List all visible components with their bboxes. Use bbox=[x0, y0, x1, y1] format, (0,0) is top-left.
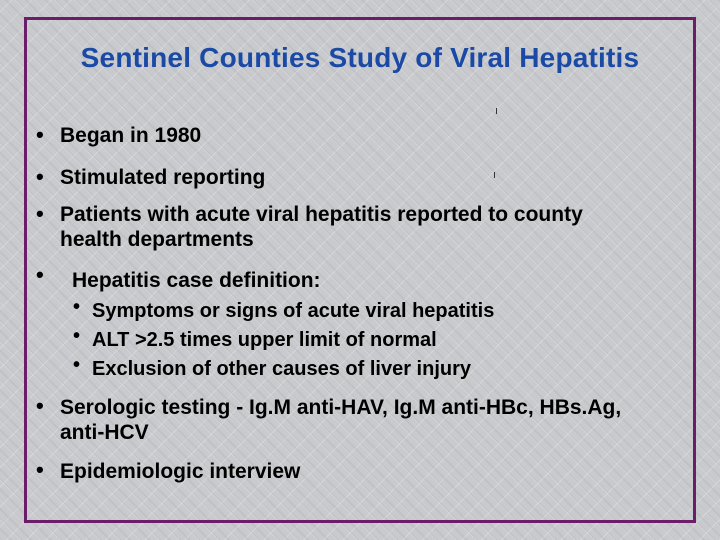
sub-bullet-marker: • bbox=[73, 325, 81, 347]
speck-artifact bbox=[494, 172, 495, 178]
bullet-serologic-testing bbox=[60, 395, 621, 445]
bullet-marker: • bbox=[36, 457, 44, 482]
sub-bullet-marker: • bbox=[73, 296, 81, 318]
sub-bullet-symptoms: Symptoms or signs of acute viral hepatitis bbox=[92, 300, 495, 322]
sub-bullet-exclusion: Exclusion of other causes of liver injury bbox=[92, 358, 471, 380]
bullet-marker: • bbox=[36, 164, 44, 189]
bullet-marker: • bbox=[36, 393, 44, 418]
bullet-stimulated-reporting: Stimulated reporting bbox=[60, 166, 266, 189]
bullet-line: anti-HCV bbox=[60, 421, 149, 444]
bullet-began-1980: Began in 1980 bbox=[60, 124, 202, 147]
sub-bullet-alt: ALT >2.5 times upper limit of normal bbox=[92, 329, 437, 351]
bullet-marker: • bbox=[36, 201, 44, 226]
sub-bullet-marker: • bbox=[73, 354, 81, 376]
bullet-line: Serologic testing - Ig.M anti-HAV, Ig.M anti-HBc, HBs.Ag, bbox=[60, 396, 622, 419]
bullet-case-definition: Hepatitis case definition: bbox=[72, 269, 321, 292]
speck-artifact bbox=[496, 108, 497, 114]
slide-title: Sentinel Counties Study of Viral Hepatitis bbox=[80, 42, 640, 73]
bullet-line: health departments bbox=[60, 228, 254, 251]
bullet-line: Patients with acute viral hepatitis reported to county bbox=[60, 203, 583, 226]
bullet-epidemiologic-interview: Epidemiologic interview bbox=[60, 460, 301, 483]
bullet-patients-reported bbox=[60, 202, 583, 252]
bullet-marker: • bbox=[36, 262, 44, 287]
bullet-marker: • bbox=[36, 122, 44, 147]
